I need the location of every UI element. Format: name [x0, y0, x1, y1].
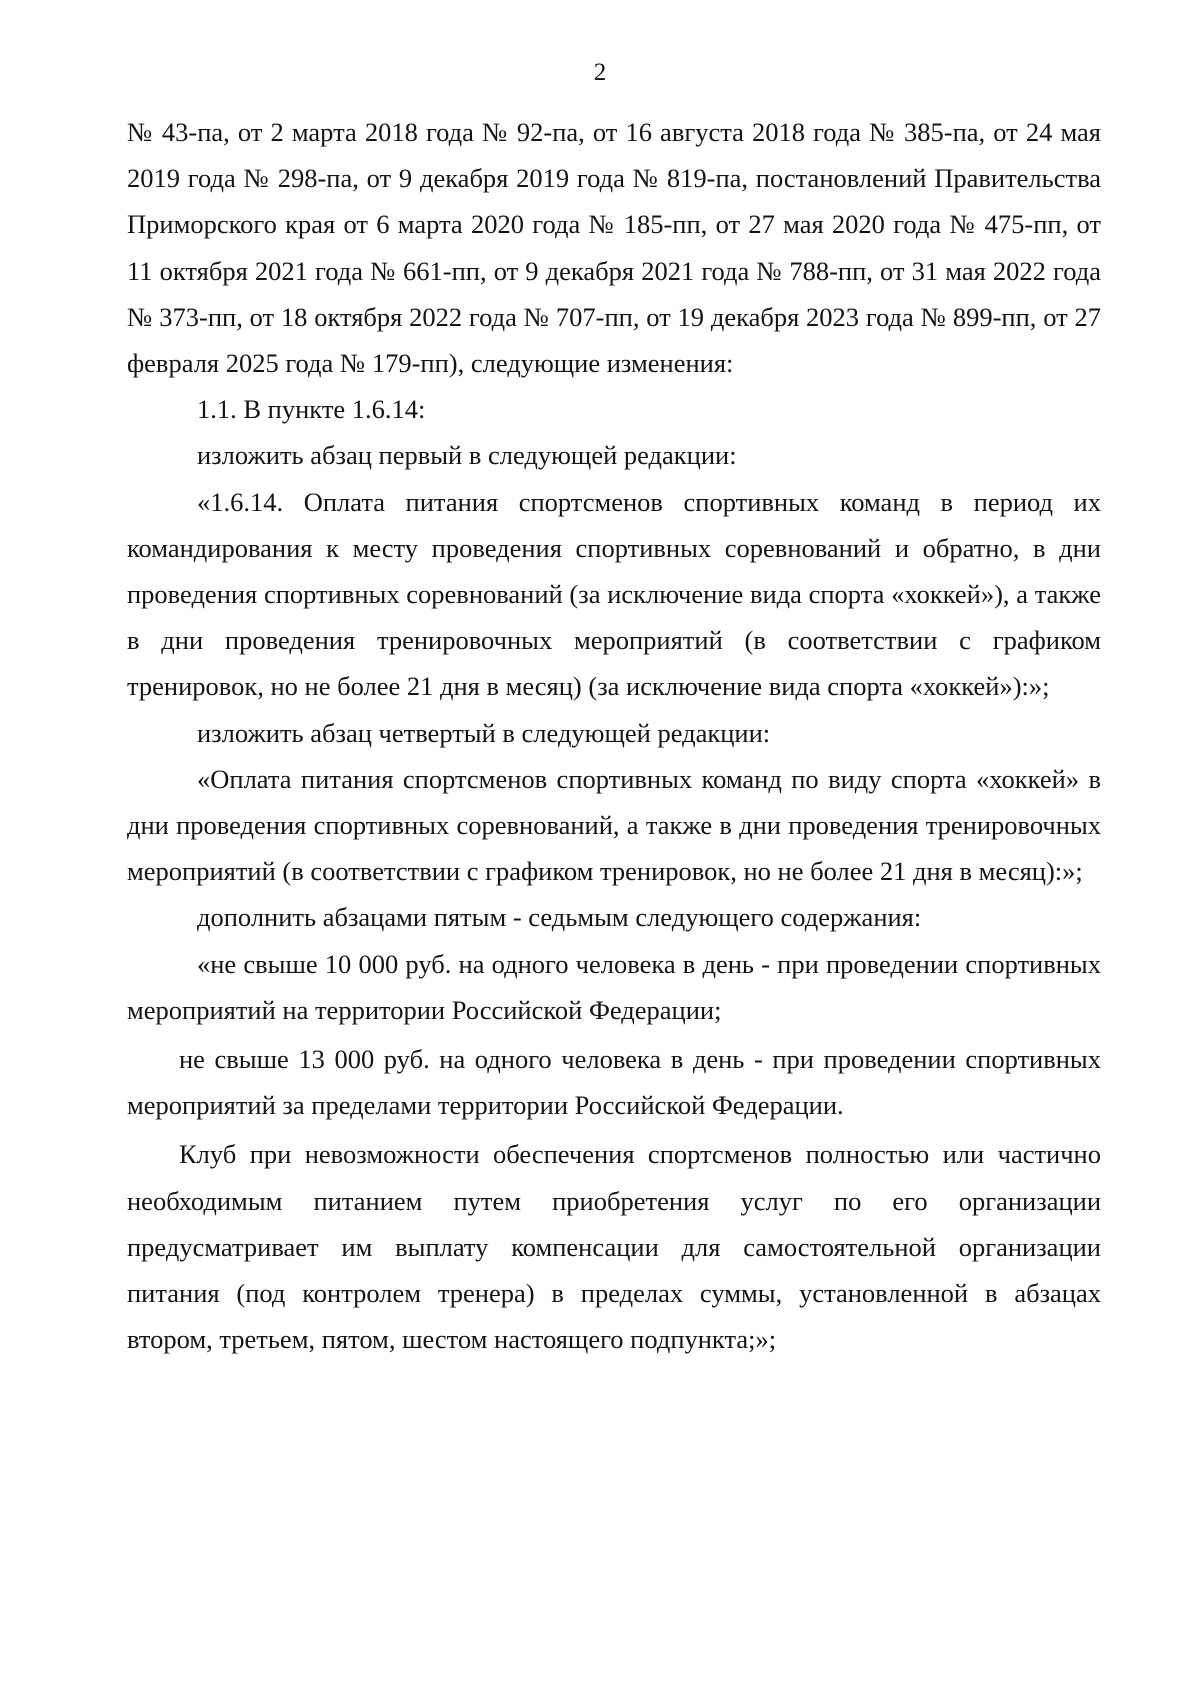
- paragraph-limit-domestic: «не свыше 10 000 руб. на одного человека в день - при проведении спортивных мероприятий на территории Российской Федерации;: [127, 948, 1101, 1025]
- paragraph-quote-hockey: «Оплата питания спортсменов спортивных команд по виду спорта «хоккей» в дни проведения спортивных соревнований, а также в дни проведения тренировочных мероприятий (в соответствии с графиком тренировок, но не более 21 дня в месяц):»;: [127, 763, 1101, 887]
- paragraph-quote-1-6-14: «1.6.14. Оплата питания спортсменов спортивных команд в период их командирования к месту проведения спортивных соревнований и обратно, в дни проведения спортивных соревнований (за исключение вида спорта «хоккей»), а также в дни проведения тренировочных мероприятий (в соответствии с графиком тренировок, но не более 21 дня в месяц) (за исключение вида спорта «хоккей»):»;: [127, 486, 1101, 702]
- paragraph-instruction-add: дополнить абзацами пятым - седьмым следующего содержания:: [197, 902, 922, 933]
- paragraph-amendment-list: № 43-па, от 2 марта 2018 года № 92-па, от 16 августа 2018 года № 385-па, от 24 мая 2019 года № 298-па, от 9 декабря 2019 года № 819-па, постановлений Правительства Приморского края от 6 марта 2020 года № 185-пп, от 27 мая 2020 года № 475-пп, от 11 октября 2021 года № 661-пп, от 9 декабря 2021 года № 788-пп, от 31 мая 2022 года № 373-пп, от 18 октября 2022 года № 707-пп, от 19 декабря 2023 года № 899-пп, от 27 февраля 2025 года № 179-пп), следующие изменения:: [127, 117, 1101, 379]
- paragraph-instruction-first: изложить абзац первый в следующей редакции:: [197, 440, 737, 471]
- paragraph-limit-abroad: не свыше 13 000 руб. на одного человека в день - при проведении спортивных мероприятий за пределами территории Российской Федерации.: [127, 1044, 1101, 1121]
- paragraph-item-1-1: 1.1. В пункте 1.6.14:: [197, 394, 426, 425]
- paragraph-instruction-fourth: изложить абзац четвертый в следующей редакции:: [197, 717, 771, 748]
- paragraph-compensation: Клуб при невозможности обеспечения спортсменов полностью или частично необходимым питанием путем приобретения услуг по его организации предусматривает им выплату компенсации для самостоятельной организации питания (под контролем тренера) в пределах суммы, установленной в абзацах втором, третьем, пятом, шестом настоящего подпункта;»;: [127, 1139, 1101, 1355]
- page-number: 2: [593, 59, 607, 86]
- document-body: [127, 109, 1101, 1362]
